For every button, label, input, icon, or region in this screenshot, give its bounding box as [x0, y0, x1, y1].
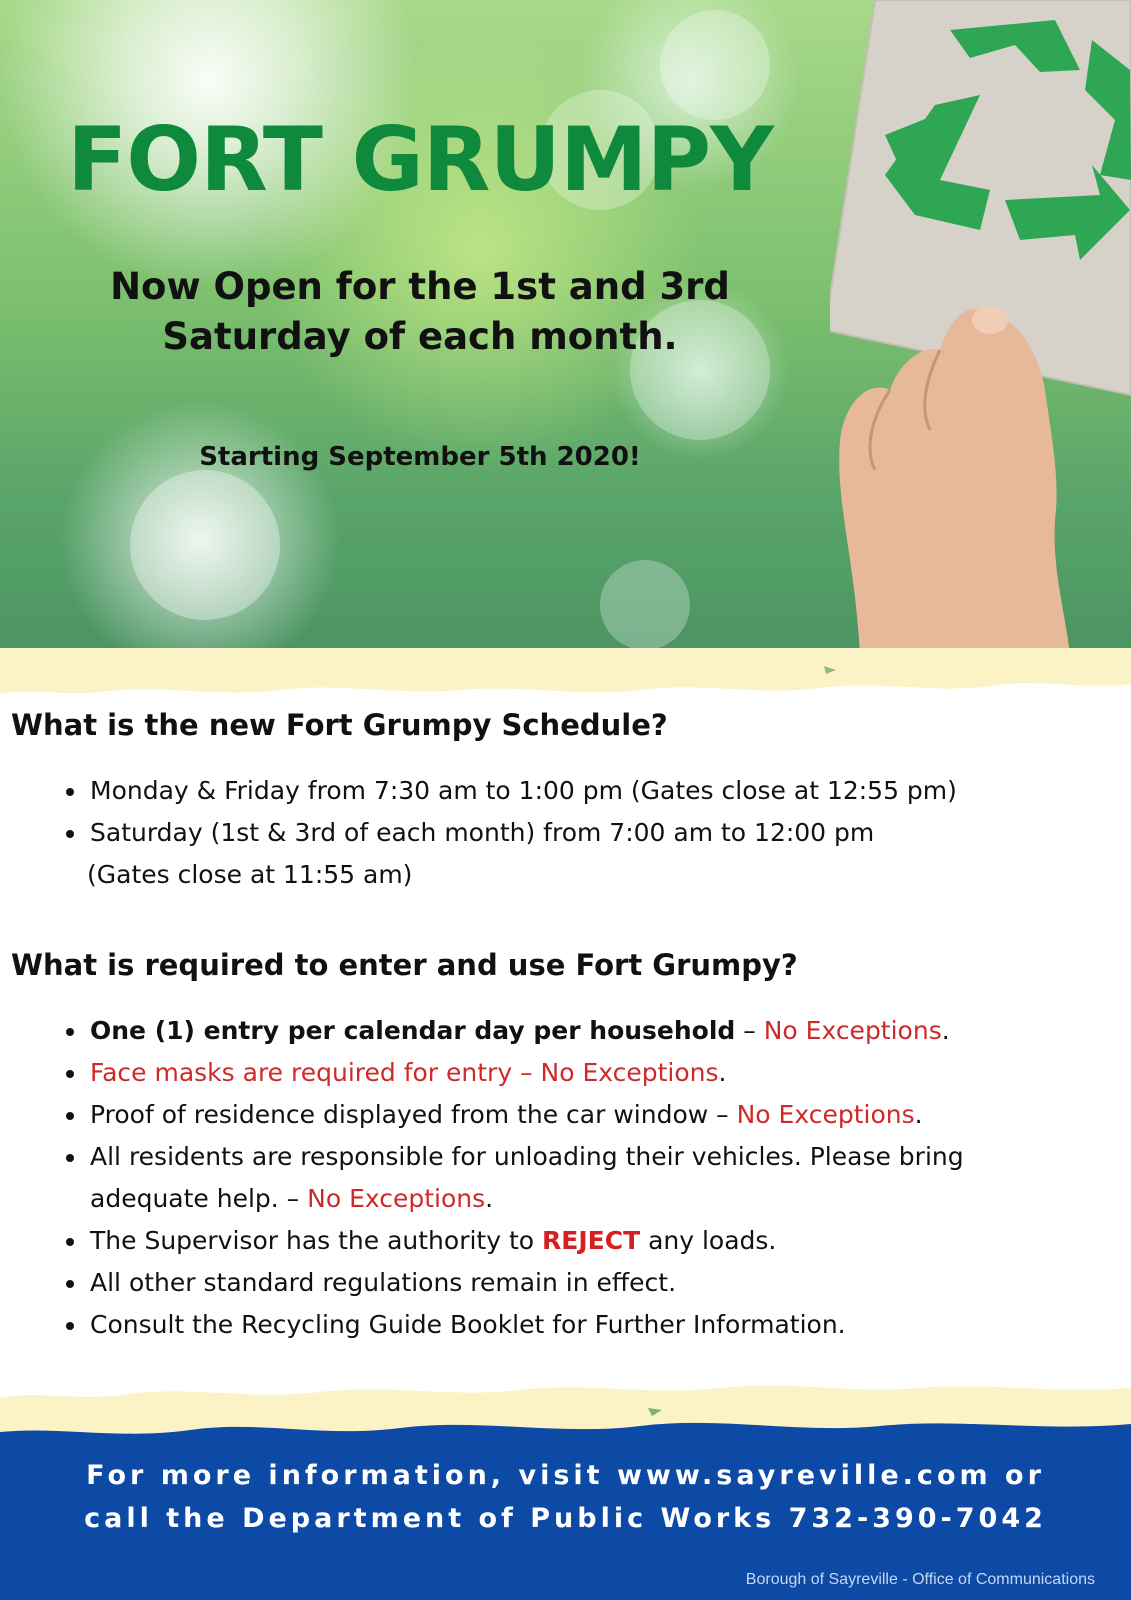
footer-info-line-2: call the Department of Public Works 732-390-7042 — [84, 1503, 1047, 1534]
list-item: Monday & Friday from 7:30 am to 1:00 pm (Gates close at 12:55 pm) — [60, 770, 957, 812]
hero-subtitle-line-2: Saturday of each month. — [162, 315, 678, 358]
list-item: Consult the Recycling Guide Booklet for Further Information. — [60, 1304, 964, 1346]
requirements-heading: What is required to enter and use Fort Grumpy? — [11, 948, 798, 982]
hero-banner — [0, 0, 1131, 655]
page-title: FORT GRUMPY — [67, 108, 773, 211]
list-item: One (1) entry per calendar day per household – No Exceptions. — [60, 1010, 964, 1052]
bokeh-light — [600, 560, 690, 650]
list-item: All other standard regulations remain in effect. — [60, 1262, 964, 1304]
list-item: Proof of residence displayed from the car window – No Exceptions. — [60, 1094, 964, 1136]
footer — [0, 1440, 1131, 1600]
list-item: Saturday (1st & 3rd of each month) from 7:00 am to 12:00 pm (Gates close at 11:55 am) — [60, 812, 957, 896]
reject-emphasis: REJECT — [542, 1226, 641, 1255]
bokeh-light — [660, 10, 770, 120]
start-date-notice: Starting September 5th 2020! — [199, 442, 641, 472]
requirements-list — [60, 1010, 964, 1346]
list-item: The Supervisor has the authority to REJECT any loads. — [60, 1220, 964, 1262]
schedule-list — [60, 770, 957, 896]
hand-holding-card-image — [830, 0, 1131, 655]
hero-subtitle-line-1: Now Open for the 1st and 3rd — [110, 265, 730, 308]
list-item: All residents are responsible for unloading their vehicles. Please bring adequate help. – No Exceptions. — [60, 1136, 964, 1220]
brush-divider-top — [0, 648, 1131, 708]
footer-info-line-1: For more information, visit www.sayreville.com or — [86, 1460, 1045, 1491]
bokeh-light — [130, 470, 280, 620]
list-item: Face masks are required for entry – No Exceptions. — [60, 1052, 964, 1094]
hero-subtitle — [0, 262, 840, 362]
footer-credit: Borough of Sayreville - Office of Communications — [745, 1571, 1095, 1588]
schedule-heading: What is the new Fort Grumpy Schedule? — [11, 708, 668, 742]
